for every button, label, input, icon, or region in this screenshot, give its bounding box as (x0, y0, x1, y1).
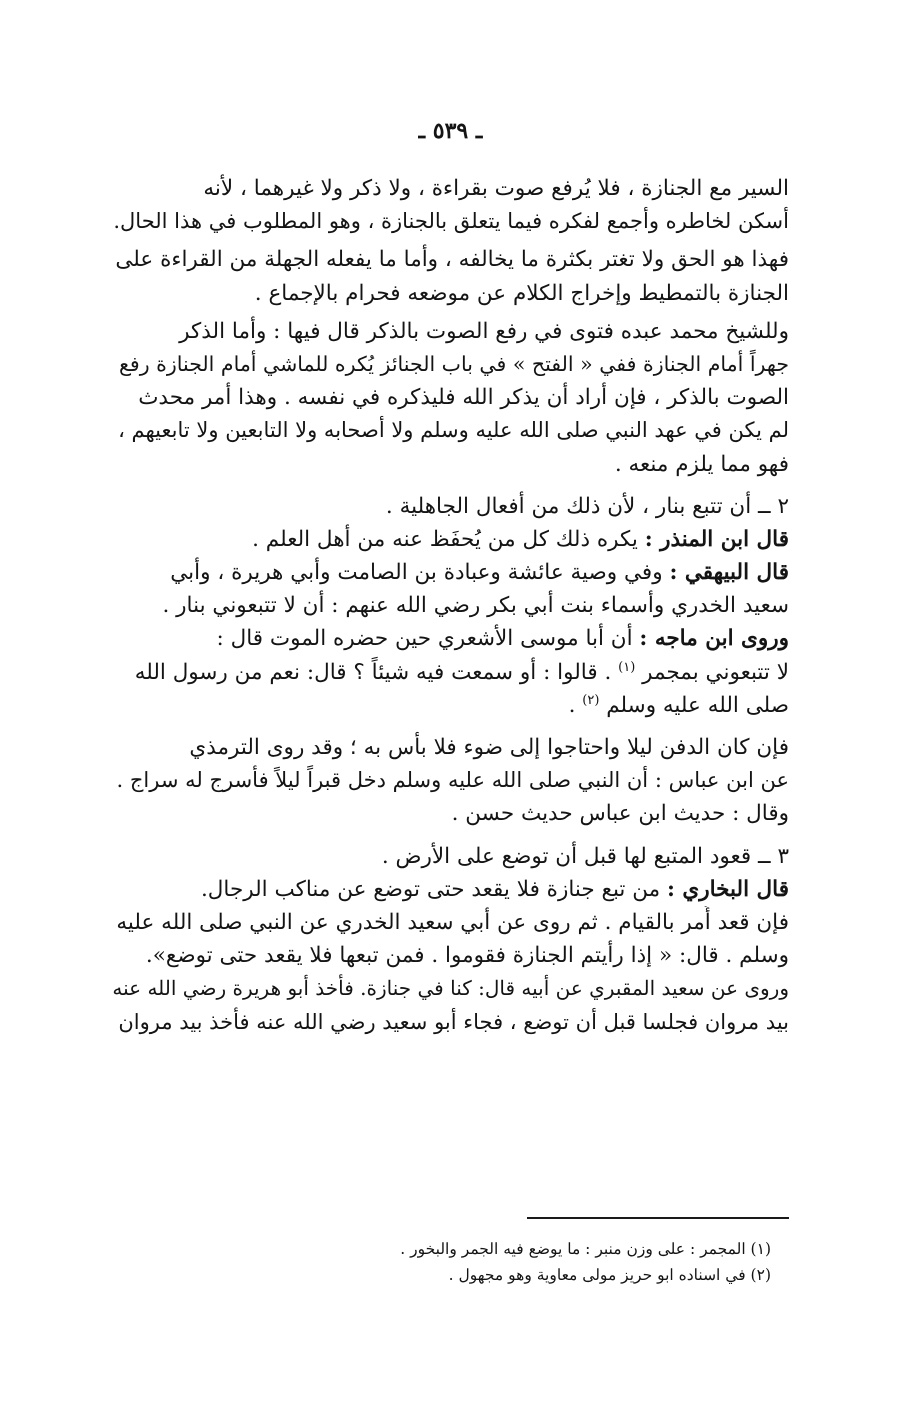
line-text: من تبع جنازة فلا يقعد حتى توضع عن مناكب الرجال. (200, 876, 661, 902)
text-line: الجنازة بالتمطيط وإخراج الكلام عن موضعه فحرام بالإجماع . (254, 280, 789, 306)
text-line: فهذا هو الحق ولا تغتر بكثرة ما يخالفه ، وأما ما يفعله الجهلة من القراءة على (115, 247, 789, 273)
footnote-1: (١) المجمر : على وزن منبر : ما يوضع فيه الجمر والبخور . (400, 1240, 771, 1258)
text-line: فهو مما يلزم منعه . (614, 451, 789, 477)
line-text: أن أبا موسى الأشعري حين حضره الموت قال : (216, 626, 633, 652)
text-line: السير مع الجنازة ، فلا يُرفع صوت بقراءة ، ولا ذكر ولا غيرهما ، لأنه (203, 176, 789, 201)
text-line (105, 556, 789, 589)
text-line: بيد مروان فجلسا قبل أن توضع ، فجاء أبو سعيد رضي الله عنه فأخذ بيد مروان (118, 1009, 789, 1034)
text-line (105, 689, 789, 722)
text-line: جهراً أمام الجنازة ففي « الفتح » في باب الجنائز يُكره للماشي أمام الجنازة رفع (119, 351, 789, 376)
speaker-label: قال ابن المنذر : (644, 526, 789, 552)
text-line: الصوت بالذكر ، فإن أراد أن يذكر الله فليذكره في نفسه . وهذا أمر محدث (138, 385, 789, 411)
page-number: ـ ٥٣٩ ـ (418, 118, 483, 144)
text-line: وقال : حديث ابن عباس حديث حسن . (451, 801, 789, 827)
section-item-2: ٢ ــ أن تتبع بنار ، لأن ذلك من أفعال الجاهلية . (385, 493, 789, 519)
text-line: لم يكن في عهد النبي صلى الله عليه وسلم ولا أصحابه ولا التابعين ولا تابعيهم ، (118, 418, 789, 443)
footnote-divider (527, 1217, 789, 1219)
line-text: وفي وصية عائشة وعبادة بن الصامت وأبي هريرة ، وأبي (170, 560, 663, 586)
text-line: أسكن لخاطره وأجمع لفكره فيما يتعلق بالجنازة ، وهو المطلوب في هذا الحال. (113, 209, 789, 234)
footnote-ref-1: (١) (618, 659, 636, 675)
line-text: يكره ذلك كل من يُحفَظ عنه من أهل العلم . (252, 526, 638, 552)
text-line (105, 622, 789, 655)
text-line: عن ابن عباس : أن النبي صلى الله عليه وسلم دخل قبراً ليلاً فأُسرج له سراج . (116, 768, 789, 793)
line-text: صلى الله عليه وسلم (606, 692, 789, 718)
speaker-label: قال البيهقي : (669, 560, 789, 586)
speaker-label: وروى ابن ماجه : (639, 626, 789, 652)
section-item-3: ٣ ــ قعود المتبع لها قبل أن توضع على الأرض . (381, 843, 789, 869)
line-text: . قالوا : أو سمعت فيه شيئاً ؟ قال: نعم من رسول الله (134, 659, 612, 685)
line-text: . (568, 692, 576, 718)
footnote-ref-2: (٢) (582, 692, 600, 708)
text-line: وسلم . قال: « إذا رأيتم الجنازة فقوموا . فمن تبعها فلا يقعد حتى توضع». (145, 943, 789, 969)
line-text: لا تتبعوني بمجمر (642, 659, 789, 685)
text-line: فإن كان الدفن ليلا واحتاجوا إلى ضوء فلا بأس به ؛ وقد روى الترمذي (189, 735, 789, 760)
text-line: وللشيخ محمد عبده فتوى في رفع الصوت بالذكر قال فيها : وأما الذكر (179, 318, 789, 344)
main-text (105, 172, 789, 1039)
footnotes (111, 1236, 771, 1288)
footnote-2: (٢) في اسناده ابو حريز مولى معاوية وهو مجهول . (448, 1266, 771, 1284)
speaker-label: قال البخاري : (666, 876, 789, 902)
text-line: وروى عن سعيد المقبري عن أبيه قال: كنا في جنازة. فأخذ أبو هريرة رضي الله عنه (112, 976, 789, 1001)
text-line (105, 656, 789, 689)
text-line (105, 873, 789, 906)
text-line: فإن قعد أُمر بالقيام . ثم روى عن أبي سعيد الخدري عن النبي صلى الله عليه (116, 909, 789, 935)
text-line: سعيد الخدري وأسماء بنت أبي بكر رضي الله عنهم : أن لا تتبعوني بنار . (162, 593, 789, 619)
text-line (105, 523, 789, 556)
